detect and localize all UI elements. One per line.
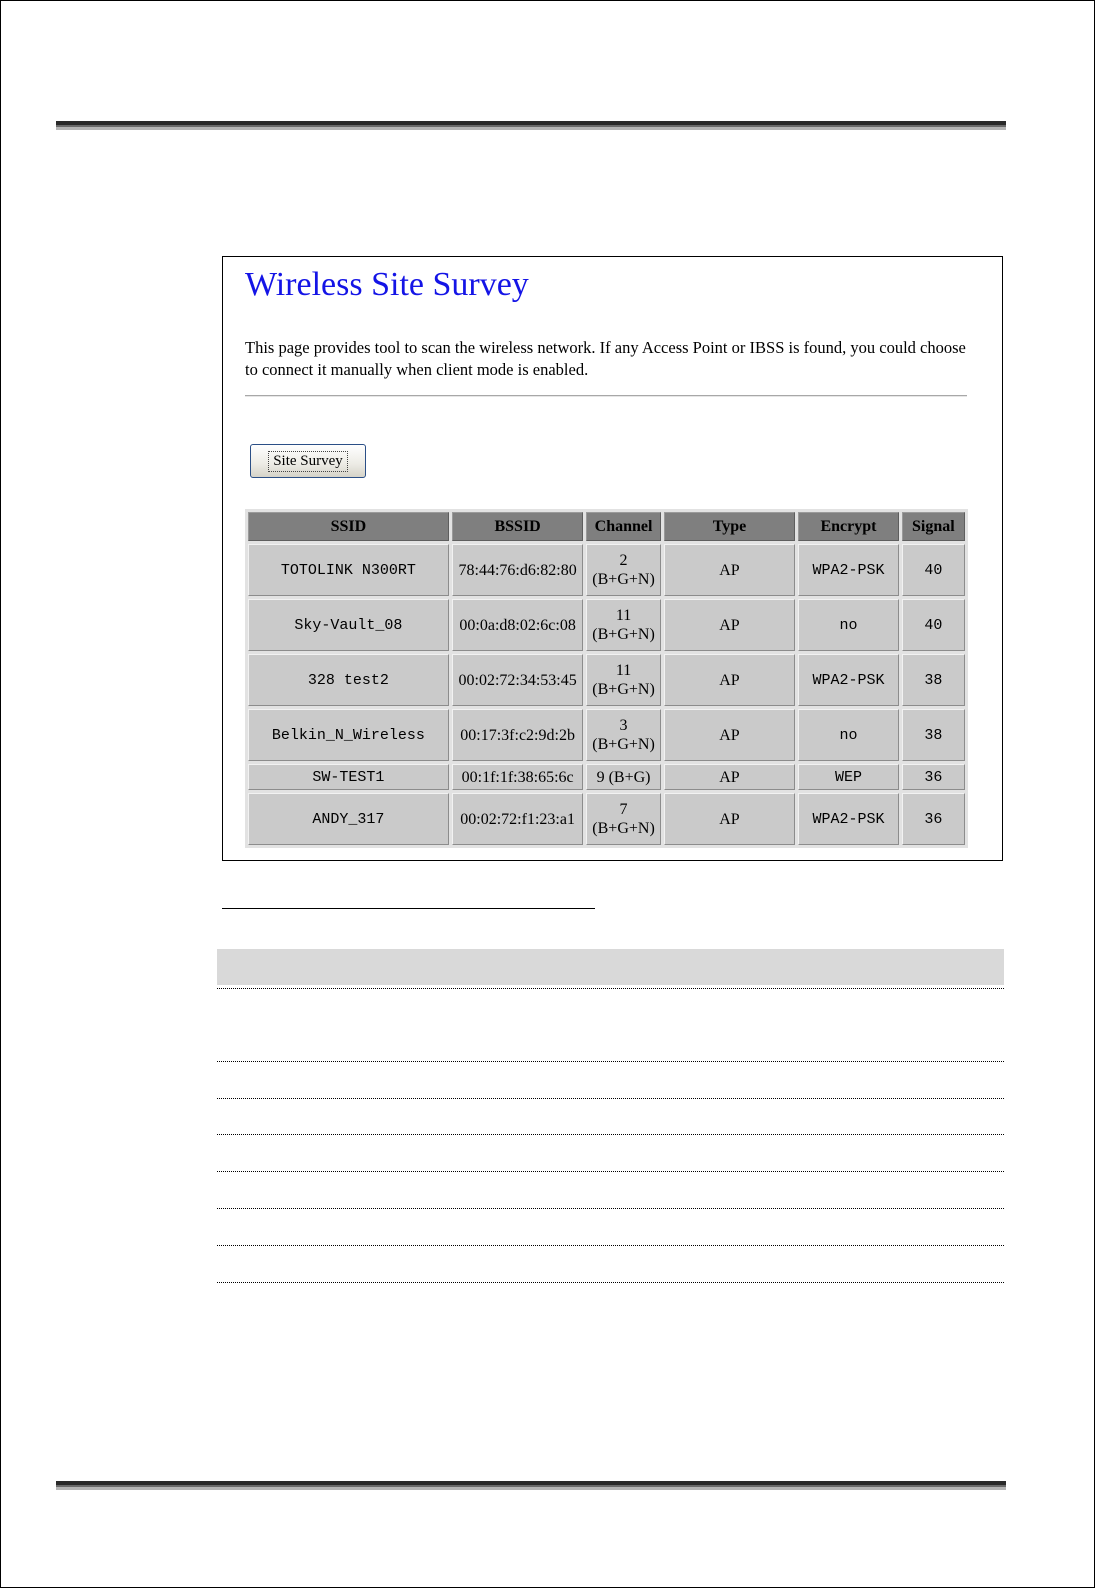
cell-type: AP	[664, 544, 796, 596]
table-row[interactable]	[248, 654, 965, 706]
cell-signal: 40	[902, 544, 965, 596]
channel-number: 3	[619, 717, 628, 734]
cell-ssid: ANDY_317	[248, 793, 449, 845]
page-title: Wireless Site Survey	[245, 266, 529, 303]
table-row-divider	[217, 1061, 1004, 1062]
cell-channel	[586, 599, 660, 651]
cell-encrypt: WPA2-PSK	[798, 654, 898, 706]
cell-ssid: Belkin_N_Wireless	[248, 709, 449, 761]
table-row-divider	[217, 1098, 1004, 1099]
table-header-row	[248, 512, 965, 541]
table-row-divider	[217, 1171, 1004, 1172]
channel-mode: (B+G+N)	[592, 681, 655, 698]
table-row-divider	[217, 988, 1004, 989]
cell-channel	[586, 709, 660, 761]
cell-signal: 36	[902, 764, 965, 790]
cell-bssid: 00:02:72:f1:23:a1	[452, 793, 584, 845]
channel-number: 11	[615, 607, 632, 624]
site-survey-button-label: Site Survey	[268, 451, 348, 472]
table-row[interactable]	[248, 544, 965, 596]
cell-signal: 40	[902, 599, 965, 651]
col-header-channel: Channel	[586, 512, 660, 541]
cell-signal: 36	[902, 793, 965, 845]
cell-bssid: 00:1f:1f:38:65:6c	[452, 764, 584, 790]
footer-rule	[56, 1481, 1006, 1490]
divider	[245, 395, 967, 397]
cell-channel	[586, 654, 660, 706]
table-row[interactable]	[248, 764, 965, 790]
cell-encrypt: WEP	[798, 764, 898, 790]
col-header-ssid: SSID	[248, 512, 449, 541]
col-header-type: Type	[664, 512, 796, 541]
cell-encrypt: no	[798, 709, 898, 761]
cell-bssid: 00:17:3f:c2:9d:2b	[452, 709, 584, 761]
cell-type: AP	[664, 599, 796, 651]
col-header-bssid: BSSID	[452, 512, 584, 541]
cell-type: AP	[664, 654, 796, 706]
cell-bssid: 78:44:76:d6:82:80	[452, 544, 584, 596]
col-header-encrypt: Encrypt	[798, 512, 898, 541]
channel-number: 7	[619, 801, 628, 818]
cell-encrypt: WPA2-PSK	[798, 544, 898, 596]
table-row-divider	[217, 1134, 1004, 1135]
cell-encrypt: WPA2-PSK	[798, 793, 898, 845]
screenshot-frame	[222, 256, 1003, 861]
table-row-divider	[217, 1208, 1004, 1209]
cell-bssid: 00:02:72:34:53:45	[452, 654, 584, 706]
channel-mode: (B+G+N)	[592, 736, 655, 753]
cell-type: AP	[664, 709, 796, 761]
table-row[interactable]	[248, 599, 965, 651]
cell-type: AP	[664, 793, 796, 845]
cell-ssid: 328 test2	[248, 654, 449, 706]
channel-mode: (B+G+N)	[592, 626, 655, 643]
cell-ssid: Sky-Vault_08	[248, 599, 449, 651]
site-survey-button[interactable]	[250, 444, 366, 478]
channel-number: 2	[619, 552, 628, 569]
description-table-header	[217, 949, 1004, 985]
table-row[interactable]	[248, 793, 965, 845]
cell-encrypt: no	[798, 599, 898, 651]
cell-channel: 9 (B+G)	[586, 764, 660, 790]
cell-signal: 38	[902, 654, 965, 706]
cell-channel	[586, 793, 660, 845]
cell-bssid: 00:0a:d8:02:6c:08	[452, 599, 584, 651]
header-rule	[56, 121, 1006, 130]
channel-mode: (B+G+N)	[592, 820, 655, 837]
cell-type: AP	[664, 764, 796, 790]
col-header-signal: Signal	[902, 512, 965, 541]
cell-ssid: SW-TEST1	[248, 764, 449, 790]
cell-signal: 38	[902, 709, 965, 761]
table-row-divider	[217, 1282, 1004, 1283]
channel-number: 11	[615, 662, 632, 679]
cell-channel	[586, 544, 660, 596]
site-survey-table	[245, 509, 968, 848]
cell-ssid: TOTOLINK N300RT	[248, 544, 449, 596]
table-row-divider	[217, 1245, 1004, 1246]
table-row[interactable]	[248, 709, 965, 761]
channel-mode: (B+G+N)	[592, 571, 655, 588]
caption-underline	[222, 908, 595, 909]
page-description: This page provides tool to scan the wireless network. If any Access Point or IBSS is found, you could choose to connect it manually when client mode is enabled.	[245, 338, 966, 379]
